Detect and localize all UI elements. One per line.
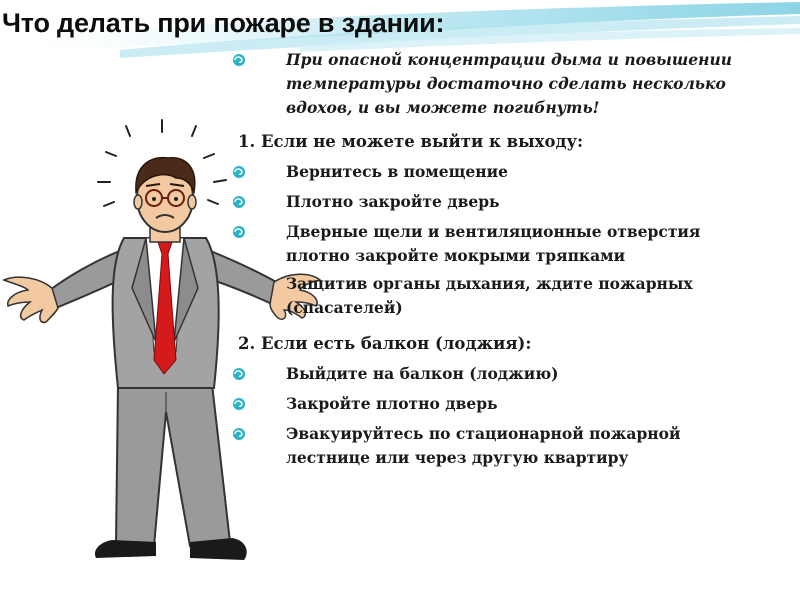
list-item-text: Эвакуируйтесь по стационарной пожарной лестнице или через другую квартиру [286,424,681,467]
content-area [230,48,745,470]
list-item [230,362,745,386]
section1-heading: 1. Если не можете выйти к выходу: [238,132,584,151]
swirl-bullet-icon [232,195,246,209]
swirl-bullet-icon [232,397,246,411]
list-item [230,422,745,470]
list-item [230,190,745,214]
list-item-text: Закройте плотно дверь [286,394,498,413]
swirl-bullet-icon [232,165,246,179]
warning-text: При опасной концентрации дыма и повышении температуры достаточно сделать несколько вдохов, и вы можете погибнуть! [286,50,732,117]
swirl-bullet-icon [232,427,246,441]
list-item [230,392,745,416]
page-title: Что делать при пожаре в здании: [2,8,445,38]
list-item-text: Выйдите на балкон (лоджию) [286,364,559,383]
swirl-bullet-icon [232,367,246,381]
list-item-text: Защитив органы дыхания, ждите пожарных (спасателей) [286,274,693,317]
section2-heading: 2. Если есть балкон (лоджия): [238,334,532,353]
list-item [230,160,745,184]
list-item [230,272,745,320]
warning-item [230,48,745,120]
list-item-text: Дверные щели и вентиляционные отверстия плотно закройте мокрыми тряпками [286,222,701,265]
list-item-text: Вернитесь в помещение [286,162,508,181]
list-item [230,220,745,268]
swirl-bullet-icon [232,53,246,67]
list-item-text: Плотно закройте дверь [286,192,500,211]
swirl-bullet-icon [232,225,246,239]
